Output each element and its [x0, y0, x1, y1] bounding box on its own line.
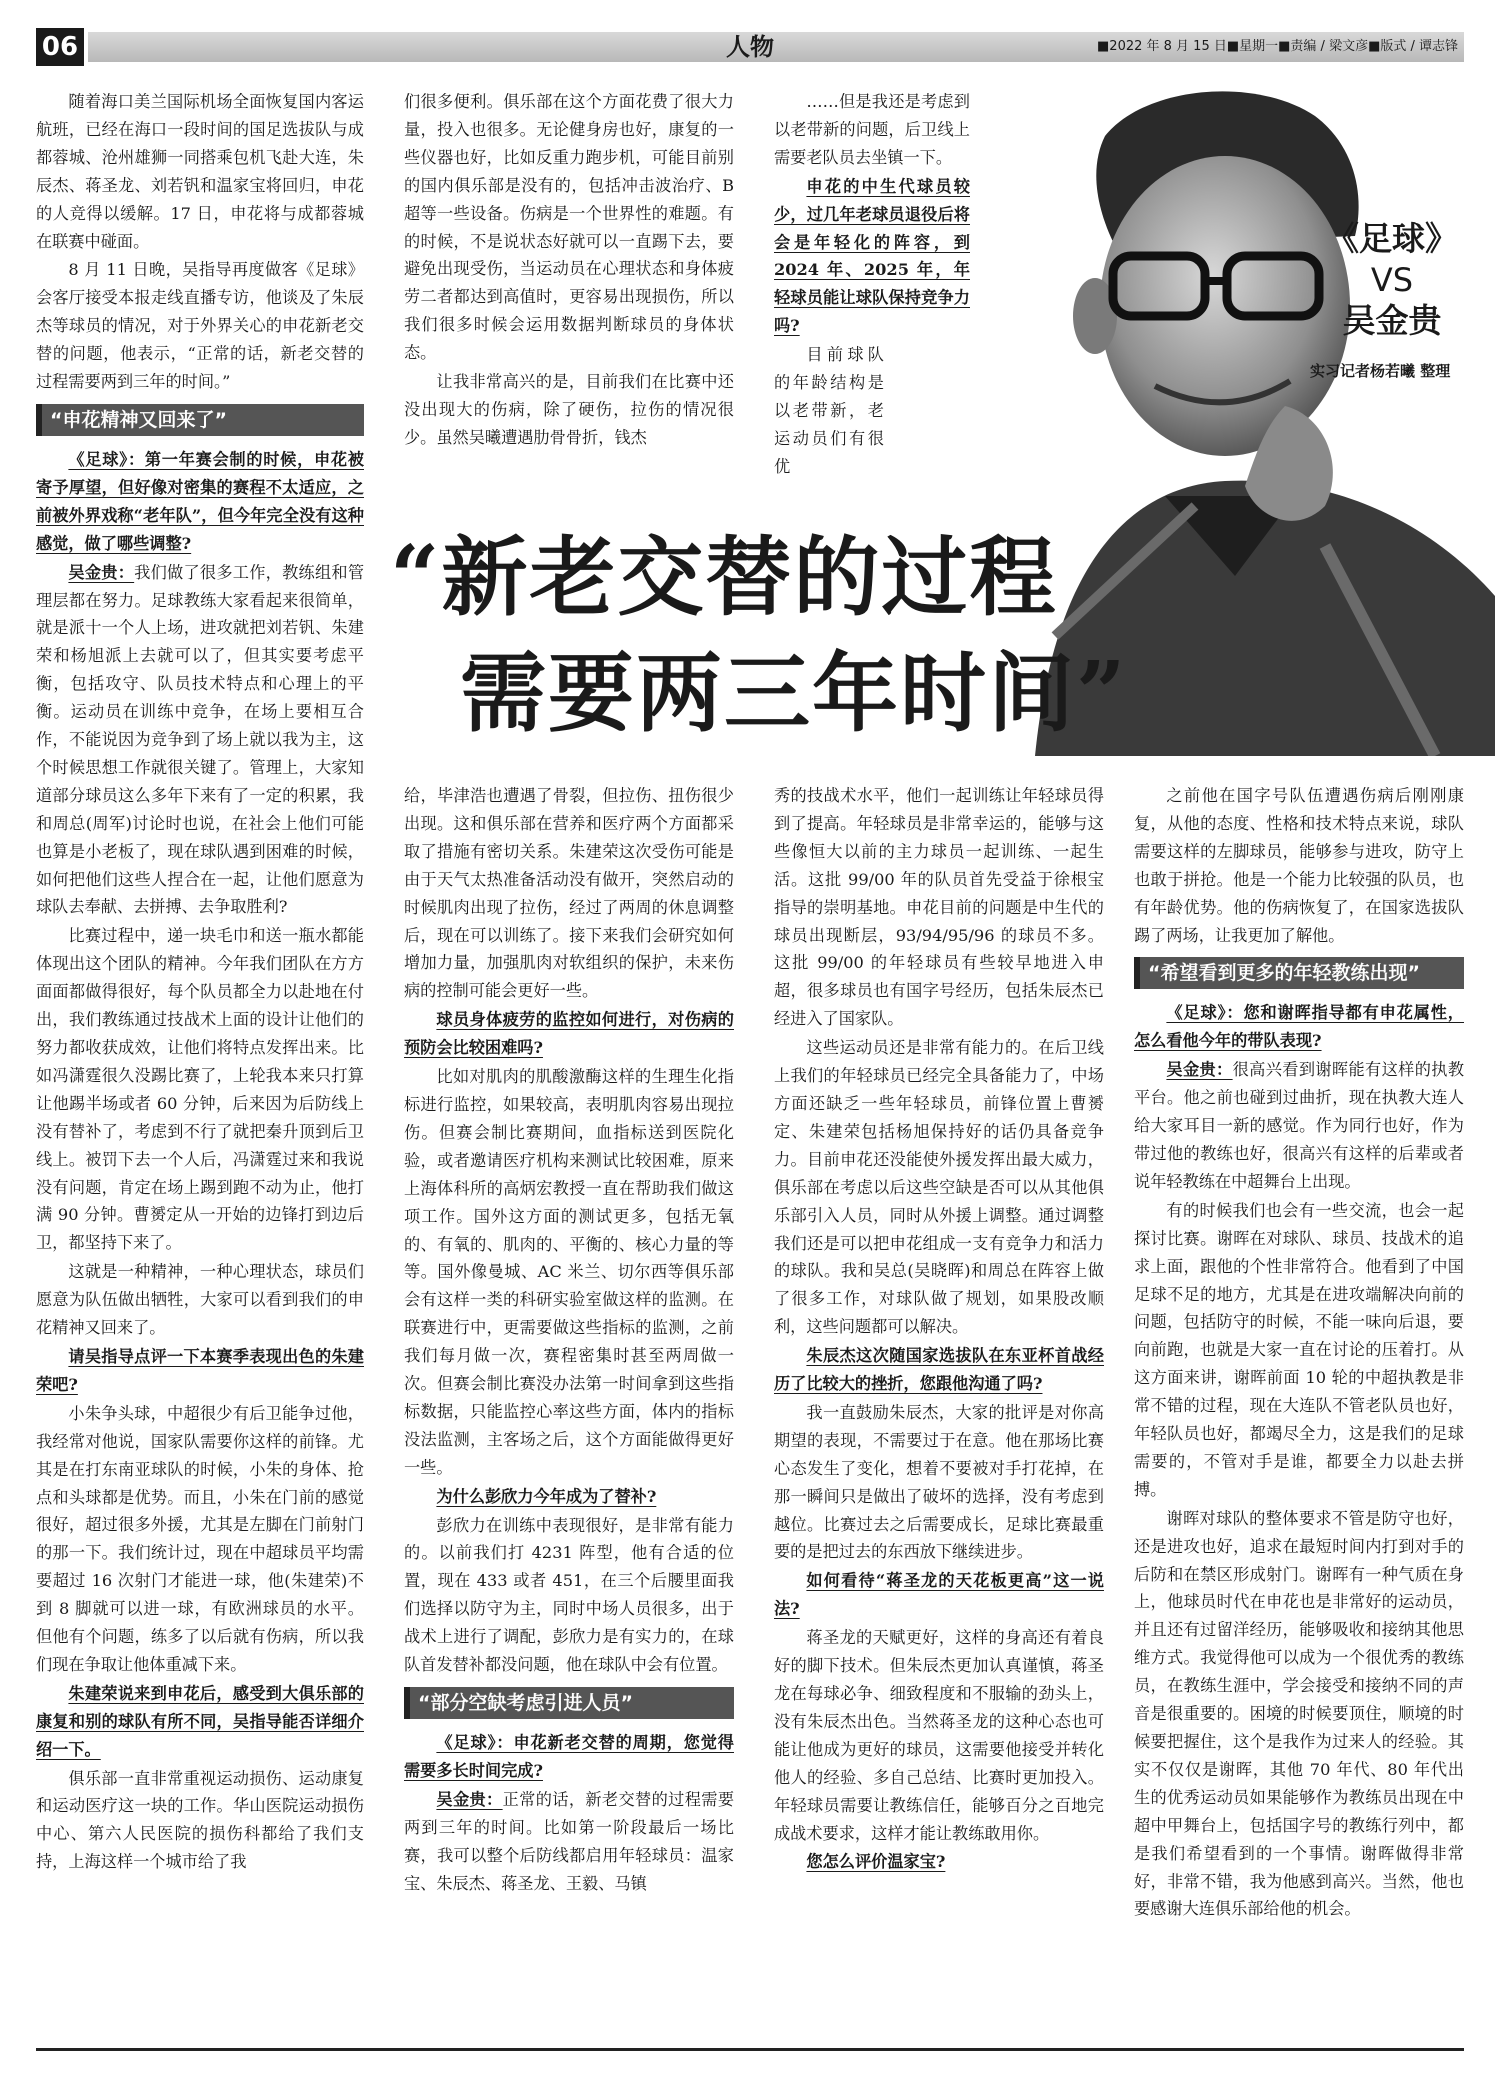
question: 朱辰杰这次随国家选拔队在东亚杯首战经历了比较大的挫折，您跟他沟通了吗?: [774, 1346, 1104, 1394]
answer-paragraph: [1134, 1056, 1464, 1196]
paragraph: 有的时候我们也会有一些交流，也会一起探讨比赛。谢晖在对球队、球员、技战术的追求上面，跟他的个性非常符合。他看到了中国足球不足的地方，尤其是在进攻端解决向前的问题，包括防守的时候，不能一味向后退，要向前跑，也就是大家一直在讨论的压着打。从这方面来讲，谢晖前面 10 轮的中超执教是非常不错的过程，现在大连队不管老队员也好，年轻队员也好，都竭尽全力，这是我们的足球需要的，不管对手是谁，都要全力以赴去拼搏。: [1134, 1200, 1464, 1499]
article-column-3-top: [774, 88, 970, 508]
article-column-2-bottom: [404, 782, 734, 2038]
title-magazine: 《足球》: [1326, 219, 1458, 258]
paragraph: 目前球队的年龄结构是以老带新，老运动员们有很优: [774, 345, 884, 476]
question: 申花的中生代球员较少，过几年老球员退役后将会是年轻化的阵容，到 2024 年、2025 年，年轻球员能让球队保持竞争力吗?: [774, 176, 970, 336]
question: 《足球》：申花新老交替的周期，您觉得需要多长时间完成?: [404, 1733, 734, 1780]
question: 球员身体疲劳的监控如何进行，对伤病的预防会比较困难吗?: [404, 1010, 734, 1058]
page-number: 06: [36, 28, 84, 66]
paragraph: 小朱争头球，中超很少有后卫能争过他，我经常对他说，国家队需要你这样的前锋。尤其是在打东南亚球队的时候，小朱的身体、抢点和头球都是优势。而且，小朱在门前的感觉很好，超过很多外援，尤其是左脚在门前射门的那一下。我们统计过，现在中超球员平均需要超过 16 次射门才能进一球，他(朱建荣)不到 8 脚就可以进一球，有欧洲球员的水平。但他有个问题，练多了以后就有伤病，所以我们现在争取让他体重减下来。: [36, 1403, 364, 1674]
article-column-3-bottom: [774, 782, 1104, 2038]
subheading: “申花精神又回来了”: [36, 404, 364, 436]
paragraph: 这就是一种精神，一种心理状态，球员们愿意为队伍做出牺牲，大家可以看到我们的申花精神又回来了。: [36, 1262, 364, 1338]
question: 如何看待“蒋圣龙的天花板更高”这一说法?: [774, 1571, 1104, 1619]
headline-line-1: “新老交替的过程: [390, 527, 1058, 628]
paragraph: 谢晖对球队的整体要求不管是防守也好，还是进攻也好，追求在最短时间内打到对手的后防和在禁区形成射门。谢晖有一种气质在身上，他球员时代在申花也是非常好的运动员，并且还有过留洋经历，能够吸收和接纳其他思维方式。我觉得他可以成为一个很优秀的教练员，在教练生涯中，学会接受和接纳不同的声音是很重要的。困境的时候要顶住，顺境的时候要把握住，这个是我作为过来人的经验。其实不仅仅是谢晖，其他 70 年代、80 年代出生的优秀运动员如果能够作为教练员出现在中超中甲舞台上，包括国字号的教练行列中，都是我们希望看到的一个事情。谢晖做得非常好，非常不错，我为他感到高兴。当然，他也要感谢大连俱乐部给他的机会。: [1134, 1508, 1464, 1919]
subheading: “希望看到更多的年轻教练出现”: [1134, 957, 1464, 989]
subheading: “部分空缺考虑引进人员”: [404, 1687, 734, 1719]
paragraph: 给，毕津浩也遭遇了骨裂，但拉伤、扭伤很少出现。这和俱乐部在营养和医疗两个方面都采取了措施有密切关系。朱建荣这次受伤可能是由于天气太热准备活动没有做开，突然启动的时候肌肉出现了拉伤，经过了两周的休息调整后，现在可以训练了。接下来我们会研究如何增加力量，加强肌肉对软组织的保护，未来伤病的控制可能会更好一些。: [404, 786, 734, 1001]
speaker-label: 吴金贵：: [68, 562, 135, 582]
question: 朱建荣说来到申花后，感受到大俱乐部的康复和别的球队有所不同，吴指导能否详细介绍一下。: [36, 1683, 364, 1759]
answer-paragraph: [404, 1786, 734, 1898]
interview-title: [1322, 218, 1462, 342]
section-title: 人物: [726, 33, 774, 61]
reporter-credit: 实习记者杨若曦 整理: [1310, 362, 1451, 380]
paragraph: 比赛过程中，递一块毛巾和送一瓶水都能体现出这个团队的精神。今年我们团队在方方面面都做得很好，每个队员都全力以赴地在付出，我们教练通过技战术上面的设计让他们的努力都收获成效，让他们将特点发挥出来。比如冯潇霆很久没踢比赛了，上轮我本来只打算让他踢半场或者 60 分钟，后来因为后防线上没有替补了，考虑到不行了就把秦升顶到后卫线上。被罚下去一个人后，冯潇霆过来和我说没有问题，肯定在场上踢到跑不动为止，他打满 90 分钟。曹赟定从一开始的边锋打到边后卫，都坚持下来了。: [36, 926, 364, 1253]
question: 您怎么评价温家宝?: [806, 1852, 946, 1872]
paragraph: 让我非常高兴的是，目前我们在比赛中还没出现大的伤病，除了硬伤，拉伤的情况很少。虽然吴曦遭遇肋骨骨折，钱杰: [404, 372, 734, 447]
answer-paragraph: [36, 559, 364, 922]
paragraph: 随着海口美兰国际机场全面恢复国内客运航班，已经在海口一段时间的国足选拔队与成都蓉城、沧州雄狮一同搭乘包机飞赴大连，朱辰杰、蒋圣龙、刘若钒和温家宝将回归，申花的人竞得以缓解。17 日，申花将与成都蓉城在联赛中碰面。: [36, 92, 364, 251]
paragraph: 我一直鼓励朱辰杰，大家的批评是对你高期望的表现，不需要过于在意。他在那场比赛心态发生了变化，想着不要被对手打花掉，在那一瞬间只是做出了破坏的选择，没有考虑到越位。比赛过去之后需要成长，足球比赛最重要的是把过去的东西放下继续进步。: [774, 1402, 1104, 1562]
page-header: [36, 28, 1464, 66]
title-person: 吴金贵: [1342, 301, 1442, 340]
paragraph: 之前他在国字号队伍遭遇伤病后刚刚康复，从他的态度、性格和技术特点来说，球队需要这样的左脚球员，能够参与进攻，防守上也敢于拼抢。他是一个能力比较强的队员，也有年龄优势。他的伤病恢复了，在国家选拔队踢了两场，让我更加了解他。: [1134, 786, 1464, 945]
paragraph: 们很多便利。俱乐部在这个方面花费了很大力量，投入也很多。无论健身房也好，康复的一些仪器也好，比如反重力跑步机，可能目前别的国内俱乐部是没有的，包括冲击波治疗、B 超等一些设备。伤病是一个世界性的难题。有的时候，不是说状态好就可以一直踢下去，要避免出现受伤，当运动员在心理状态和身体疲劳二者都达到高值时，更容易出现损伤，所以我们很多时候会运用数据判断球员的身体状态。: [404, 92, 734, 363]
question: 《足球》：第一年赛会制的时候，申花被寄予厚望，但好像对密集的赛程不太适应，之前被外界戏称“老年队”，但今年完全没有这种感觉，做了哪些调整?: [36, 449, 364, 553]
article-column-1: [36, 88, 364, 2038]
question: 《足球》：您和谢晖指导都有申花属性，怎么看他今年的带队表现?: [1134, 1003, 1464, 1051]
paragraph: 比如对肌肉的肌酸激酶这样的生理生化指标进行监控，如果较高，表明肌肉容易出现拉伤。但赛会制比赛期间，血指标送到医院化验，或者邀请医疗机构来测试比较困难，原来上海体科所的高炳宏教授一直在帮助我们做这项工作。国外这方面的测试更多，包括无氧的、有氧的、肌肉的、平衡的、核心力量的等等。国外像曼城、AC 米兰、切尔西等俱乐部会有这样一类的科研实验室做这样的监测。在联赛进行中，更需要做这些指标的监测，之前我们每月做一次，赛程密集时甚至两周做一次。但赛会制比赛没办法第一时间拿到这些指标数据，只能监控心率这些方面，体内的指标没法监测，主客场之后，这个方面能做得更好一些。: [404, 1067, 734, 1477]
paragraph: 俱乐部一直非常重视运动损伤、运动康复和运动医疗这一块的工作。华山医院运动损伤中心、第六人民医院的损伤科都给了我们支持，上海这样一个城市给了我: [36, 1768, 364, 1872]
article-column-2-top: [404, 88, 734, 508]
dateline: ■2022 年 8 月 15 日■星期一■责编 / 梁文彦■版式 / 谭志锋: [1097, 39, 1458, 54]
paragraph: 这些运动员还是非常有能力的。在后卫线上我们的年轻球员已经完全具备能力了，中场方面还缺乏一些年轻球员，前锋位置上曹赟定、朱建荣包括杨旭保持好的话仍具备竞争力。目前申花还没能使外援发挥出最大威力，俱乐部在考虑以后这些空缺是否可以从其他俱乐部引入人员，同时从外援上调整。通过调整我们还是可以把申花组成一支有竞争力和活力的球队。我和吴总(吴晓晖)和周总在阵容上做了很多工作，对球队做了规划，如果股改顺利，这些问题都可以解决。: [774, 1038, 1104, 1337]
title-vs: VS: [1370, 261, 1414, 299]
paragraph: 秀的技战术水平，他们一起训练让年轻球员得到了提高。年轻球员是非常幸运的，能够与这些像恒大以前的主力球员一起训练、一起生活。这批 99/00 年的队员首先受益于徐根宝指导的崇明基地。申花目前的问题是中生代的球员出现断层，93/94/95/96 的球员不多。这批 99/00 的年轻球员有些较早地进入申超，很多球员也有国字号经历，包括朱辰杰已经进入了国家队。: [774, 786, 1104, 1029]
bottom-rule: [36, 2048, 1464, 2051]
article-column-4: [1134, 782, 1464, 2038]
question: 为什么彭欣力今年成为了替补?: [436, 1486, 657, 1506]
answer-text: 正常的话，新老交替的过程需要两到三年的时间。比如第一阶段最后一场比赛，我可以整个后防线都启用年轻球员：温家宝、朱辰杰、蒋圣龙、王毅、马镇: [404, 1789, 734, 1893]
headline-line-2: 需要两三年时间”: [460, 643, 1128, 744]
answer-text: 我们做了很多工作，教练组和管理层都在努力。足球教练大家看起来很简单，就是派十一个人上场，进攻就把刘若钒、朱建荣和杨旭派上去就可以了，但其实要考虑平衡，包括攻守、队员技术特点和心理上的平衡。运动员在训练中竞争，在场上要相互合作，不能说因为竞争到了场上就以我为主，这个时候思想工作就很关键了。管理上，大家知道部分球员这么多年下来有了一定的积累，我和周总(周军)讨论时也说，在社会上他们可能也算是小老板了，现在球队遇到困难的时候，如何把他们这些人捏合在一起，让他们愿意为球队去奉献、去拼搏、去争取胜利?: [36, 562, 364, 917]
question: 请吴指导点评一下本赛季表现出色的朱建荣吧?: [36, 1346, 364, 1394]
paragraph: 彭欣力在训练中表现很好，是非常有能力的。以前我们打 4231 阵型，他有合适的位置，现在 433 或者 451，在三个后腰里面我们选择以防守为主，同时中场人员很多，出于战术上进行了调配，彭欣力是有实力的，在球队首发替补都没问题，他在球队中会有位置。: [404, 1515, 734, 1675]
paragraph: ……但是我还是考虑到以老带新的问题，后卫线上需要老队员去坐镇一下。: [774, 92, 970, 167]
speaker-label: 吴金贵：: [1166, 1060, 1233, 1080]
speaker-label: 吴金贵：: [436, 1789, 503, 1809]
paragraph: 蒋圣龙的天赋更好，这样的身高还有着良好的脚下技术。但朱辰杰更加认真谨慎，蒋圣龙在每球必争、细致程度和不服输的劲头上，没有朱辰杰出色。当然蒋圣龙的这种心态也可能让他成为更好的球员，这需要他接受并转化他人的经验、多自己总结、比赛时更加投入。年轻球员需要让教练信任，能够百分之百地完成战术要求，这样才能让教练敢用你。: [774, 1628, 1104, 1843]
paragraph: 8 月 11 日晚，吴指导再度做客《足球》会客厅接受本报走线直播专访，他谈及了朱辰杰等球员的情况，对于外界关心的申花新老交替的问题，他表示，“正常的话，新老交替的过程需要两到三年的时间。”: [36, 260, 364, 392]
headline: [390, 520, 1290, 752]
answer-text: 很高兴看到谢晖能有这样的执教平台。他之前也碰到过曲折，现在执教大连人给大家耳目一新的感觉。作为同行也好，作为带过他的教练也好，很高兴有这样的后辈或者说年轻教练在中超舞台上出现。: [1134, 1060, 1464, 1191]
